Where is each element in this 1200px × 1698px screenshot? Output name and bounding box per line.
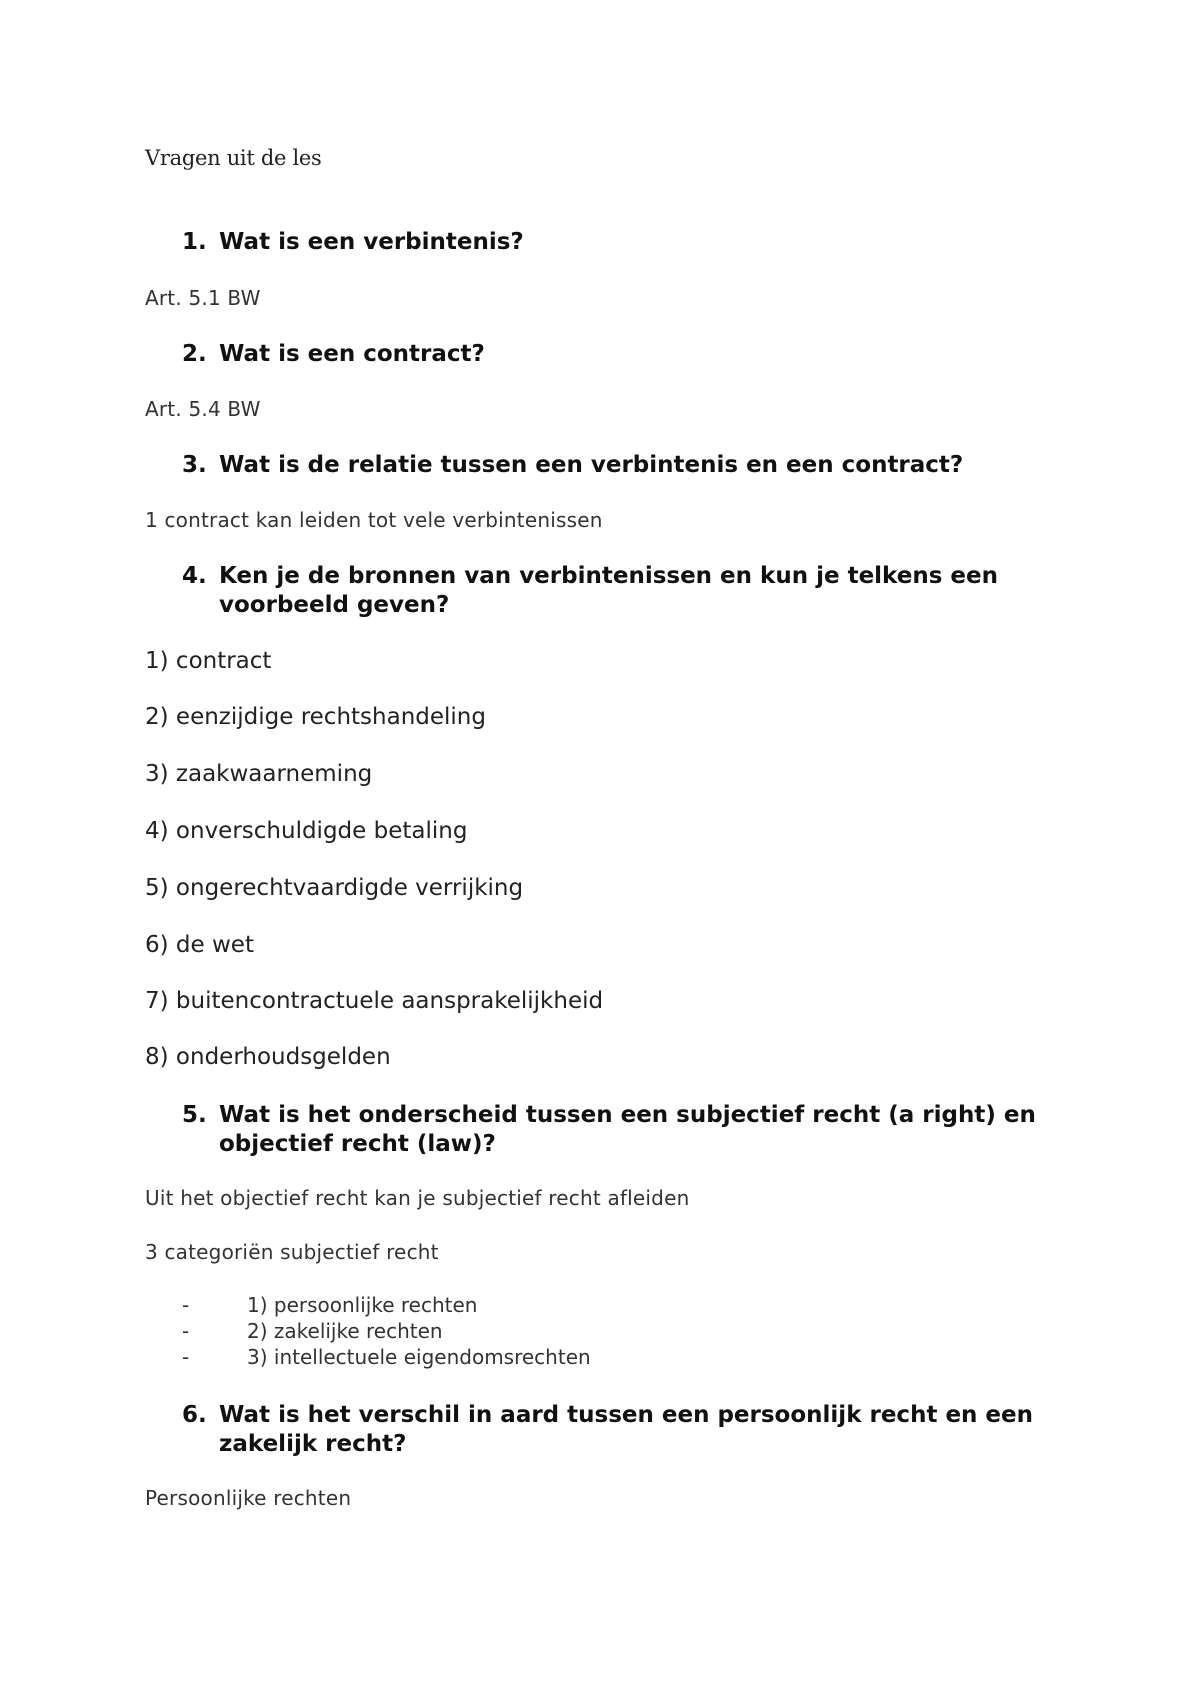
answer-5-line-1: Uit het objectief recht kan je subjectief recht afleiden bbox=[145, 1186, 690, 1210]
source-item-5: 5) ongerechtvaardigde verrijking bbox=[145, 875, 524, 901]
source-item-7: 7) buitencontractuele aansprakelijkheid bbox=[145, 988, 604, 1014]
source-item-1: 1) contract bbox=[145, 648, 272, 674]
bullet-text: 3) intellectuele eigendomsrechten bbox=[247, 1345, 591, 1369]
bullet-dash: - bbox=[182, 1293, 190, 1317]
bullet-text: 2) zakelijke rechten bbox=[247, 1319, 443, 1343]
question-number: 2. bbox=[182, 341, 207, 367]
answer-2: Art. 5.4 BW bbox=[145, 397, 261, 421]
document-title: Vragen uit de les bbox=[145, 146, 322, 170]
source-item-8: 8) onderhoudsgelden bbox=[145, 1044, 391, 1070]
answer-5-line-2: 3 categoriën subjectief recht bbox=[145, 1240, 439, 1264]
answer-3: 1 contract kan leiden tot vele verbintenissen bbox=[145, 508, 603, 532]
question-2 bbox=[182, 340, 1082, 369]
question-text: Wat is het verschil in aard tussen een persoonlijk recht en een zakelijk recht? bbox=[219, 1402, 1033, 1457]
source-item-6: 6) de wet bbox=[145, 932, 254, 958]
source-item-2: 2) eenzijdige rechtshandeling bbox=[145, 704, 486, 730]
question-number: 4. bbox=[182, 563, 207, 589]
question-number: 5. bbox=[182, 1102, 207, 1128]
answer-6: Persoonlijke rechten bbox=[145, 1486, 352, 1510]
category-bullet-1 bbox=[182, 1293, 477, 1317]
question-number: 3. bbox=[182, 452, 207, 478]
question-text: Wat is de relatie tussen een verbintenis en een contract? bbox=[219, 452, 964, 478]
question-3 bbox=[182, 451, 1082, 480]
source-item-4: 4) onverschuldigde betaling bbox=[145, 818, 468, 844]
question-text: Wat is een verbintenis? bbox=[219, 229, 524, 255]
question-6 bbox=[182, 1401, 1082, 1459]
answer-1: Art. 5.1 BW bbox=[145, 286, 261, 310]
question-1 bbox=[182, 228, 1082, 257]
category-bullet-2 bbox=[182, 1319, 443, 1343]
question-5 bbox=[182, 1101, 1082, 1159]
bullet-text: 1) persoonlijke rechten bbox=[247, 1293, 478, 1317]
question-number: 1. bbox=[182, 229, 207, 255]
question-text: Wat is het onderscheid tussen een subjectief recht (a right) en objectief recht (law)? bbox=[219, 1102, 1036, 1157]
question-4 bbox=[182, 562, 1082, 620]
question-text: Wat is een contract? bbox=[219, 341, 485, 367]
bullet-dash: - bbox=[182, 1345, 190, 1369]
category-bullet-3 bbox=[182, 1345, 591, 1369]
question-number: 6. bbox=[182, 1402, 207, 1428]
question-text: Ken je de bronnen van verbintenissen en kun je telkens een voorbeeld geven? bbox=[219, 563, 998, 618]
source-item-3: 3) zaakwaarneming bbox=[145, 761, 373, 787]
bullet-dash: - bbox=[182, 1319, 190, 1343]
